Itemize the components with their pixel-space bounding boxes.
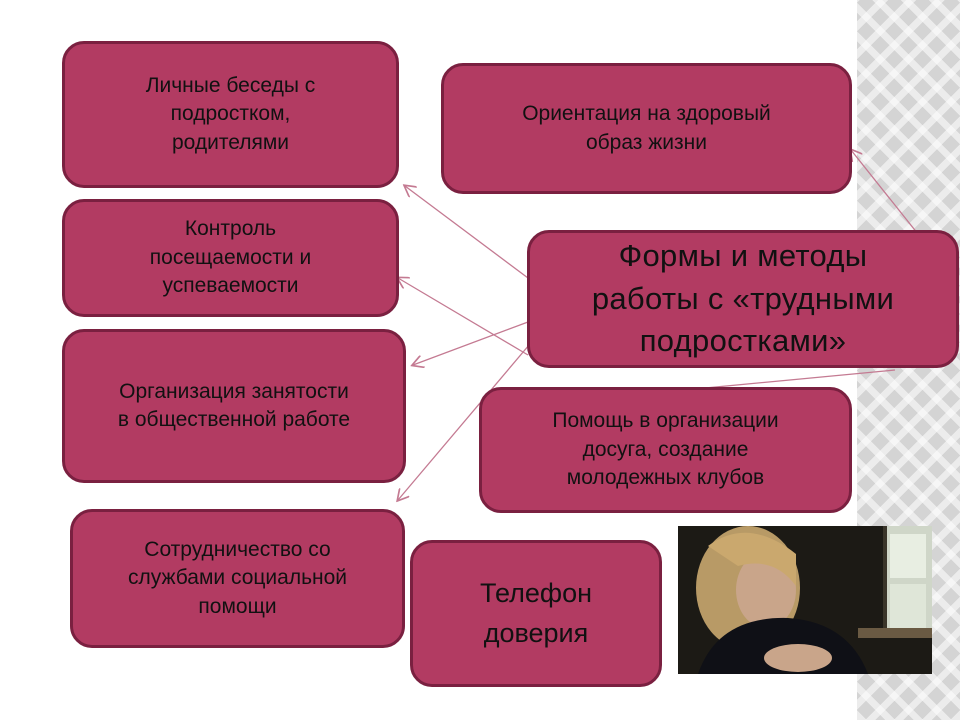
arrow-to-health <box>851 150 918 234</box>
method-label-employment: Организация занятости в общественной работе <box>117 379 351 431</box>
arrow-to-talks <box>405 186 528 278</box>
method-box-leisure <box>479 387 852 513</box>
central-topic-label: Формы и методы работы с «трудными подростками» <box>591 237 895 359</box>
central-topic-box <box>527 230 959 368</box>
arrow-to-control <box>398 278 528 355</box>
method-label-hotline: Телефон доверия <box>479 578 592 648</box>
method-box-talks <box>62 41 399 188</box>
method-label-leisure: Помощь в организации досуга, создание молодежных клубов <box>552 409 779 490</box>
method-box-control <box>62 199 399 317</box>
method-label-control: Контроль посещаемости и успеваемости <box>149 217 312 298</box>
method-box-health <box>441 63 852 194</box>
arrow-to-employment <box>413 322 528 365</box>
method-label-talks: Личные беседы с подростком, родителями <box>145 73 316 154</box>
method-label-services: Сотрудничество со службами социальной помощи <box>127 537 348 618</box>
method-label-health: Ориентация на здоровый образ жизни <box>522 102 771 154</box>
method-box-hotline <box>410 540 662 687</box>
photo-girl-window <box>678 526 932 674</box>
method-box-services <box>70 509 405 648</box>
method-box-employment <box>62 329 406 483</box>
